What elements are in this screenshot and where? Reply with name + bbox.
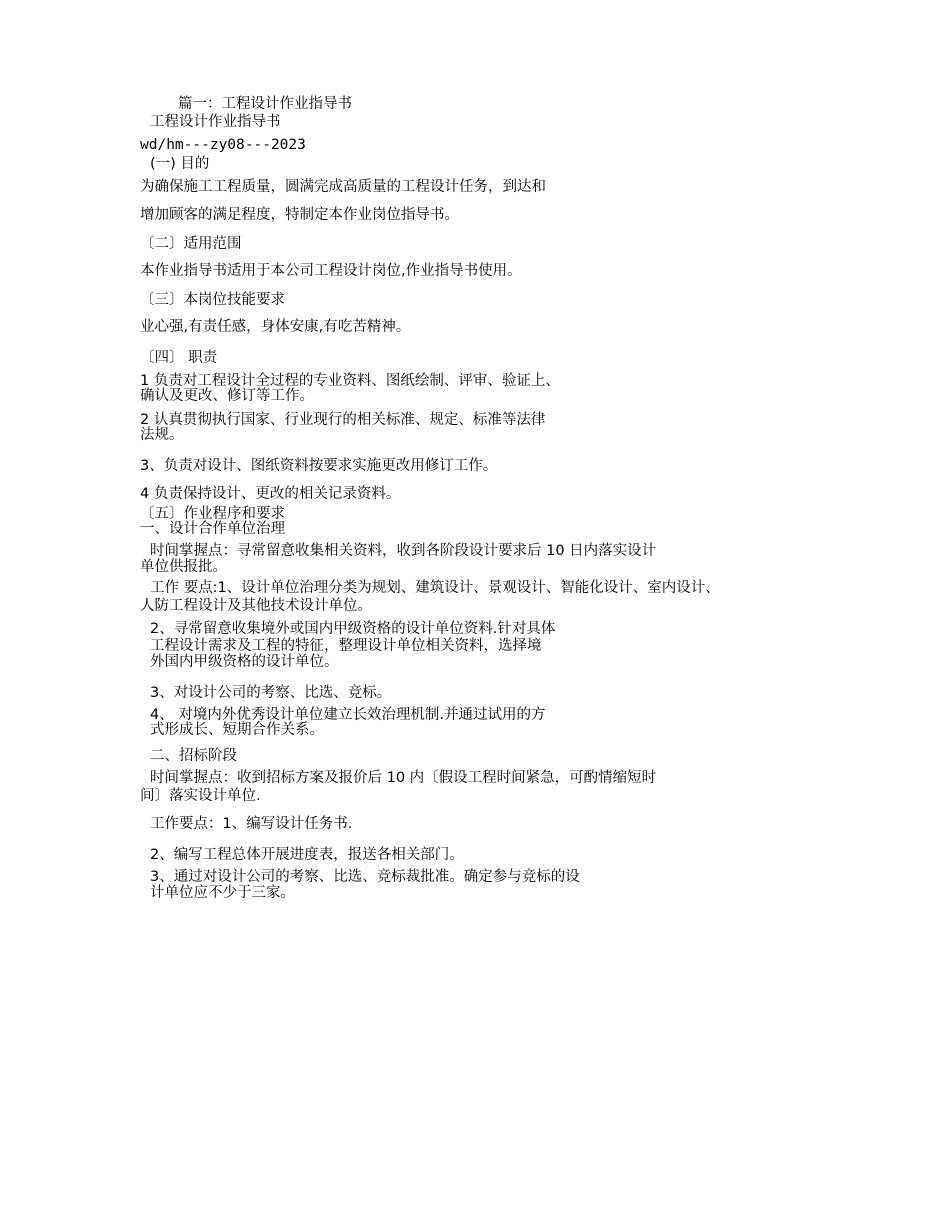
section-5-heading: 〔五〕作业程序和要求 xyxy=(140,506,285,522)
duty-item-1-cont: 确认及更改、修订等工作。 xyxy=(140,388,314,404)
part-2-heading: 二、招标阶段 xyxy=(150,748,237,764)
part-2-item-2: 2、编写工程总体开展进度表，报送各相关部门。 xyxy=(150,847,464,863)
part-2-item-3: 3、通过对设计公司的考察、比选、竞标裁批准。确定参与竞标的设 xyxy=(150,869,580,885)
section-3-heading: 〔三〕本岗位技能要求 xyxy=(140,292,285,308)
part-1-item-4-cont: 式形成长、短期合作关系。 xyxy=(150,722,324,738)
part-1-item-2: 2、寻常留意收集境外或国内甲级资格的设计单位资料.针对具体 xyxy=(150,621,556,637)
section-4-heading: 〔四〕 职责 xyxy=(140,350,218,366)
section-3-line: 业心强,有责任感，身体安康,有吃苦精神。 xyxy=(140,319,411,335)
part-1-item-2-cont: 工程设计需求及工程的特征，整理设计单位相关资料，选择境 xyxy=(150,638,542,654)
section-2-line: 本作业指导书适用于本公司工程设计岗位,作业指导书使用。 xyxy=(140,263,522,279)
duty-item-2: 2 认真贯彻执行国家、行业现行的相关标准、规定、标准等法律 xyxy=(140,412,546,428)
section-2-heading: 〔二〕适用范围 xyxy=(140,236,242,252)
part-2-item-3-cont: 计单位应不少于三家。 xyxy=(150,885,295,901)
section-1-heading: (一) 目的 xyxy=(150,156,210,172)
duty-item-4: 4 负责保持设计、更改的相关记录资料。 xyxy=(140,486,401,502)
section-1-line: 增加顾客的满足程度，特制定本作业岗位指导书。 xyxy=(140,207,459,223)
part-1-work-point-cont: 人防工程设计及其他技术设计单位。 xyxy=(140,598,372,614)
duty-item-3: 3、负责对设计、图纸资料按要求实施更改用修订工作。 xyxy=(140,458,498,474)
chapter-heading: 篇一：工程设计作业指导书 xyxy=(178,96,352,112)
part-1-item-2-cont: 外国内甲级资格的设计单位。 xyxy=(150,654,339,670)
duty-item-2-cont: 法规。 xyxy=(140,427,184,443)
part-1-time-point-cont: 单位供报批。 xyxy=(140,559,227,575)
part-2-time-point-cont: 间〕落实设计单位. xyxy=(140,788,261,804)
part-1-heading: 一、设计合作单位治理 xyxy=(140,521,285,537)
part-1-item-4: 4、 对境内外优秀设计单位建立长效治理机制.并通过试用的方 xyxy=(150,707,546,723)
duty-item-1: 1 负责对工程设计全过程的专业资料、图纸绘制、评审、验证上、 xyxy=(140,373,560,389)
part-1-work-point: 工作 要点:1、设计单位治理分类为规划、建筑设计、景观设计、智能化设计、室内设计、 xyxy=(150,580,720,596)
part-2-work-point: 工作要点：1、编写设计任务书. xyxy=(150,816,353,832)
part-1-time-point: 时间掌握点：寻常留意收集相关资料，收到各阶段设计要求后 10 日内落实设计 xyxy=(150,543,657,559)
document-title: 工程设计作业指导书 xyxy=(150,114,281,130)
part-1-item-3: 3、对设计公司的考察、比选、竞标。 xyxy=(150,685,392,701)
document-code: wd/hm---zy08---2023 xyxy=(140,137,306,153)
section-1-line: 为确保施工工程质量，圆满完成高质量的工程设计任务，到达和 xyxy=(140,179,546,195)
part-2-time-point: 时间掌握点：收到招标方案及报价后 10 内〔假设工程时间紧急，可酌情缩短时 xyxy=(150,770,657,786)
